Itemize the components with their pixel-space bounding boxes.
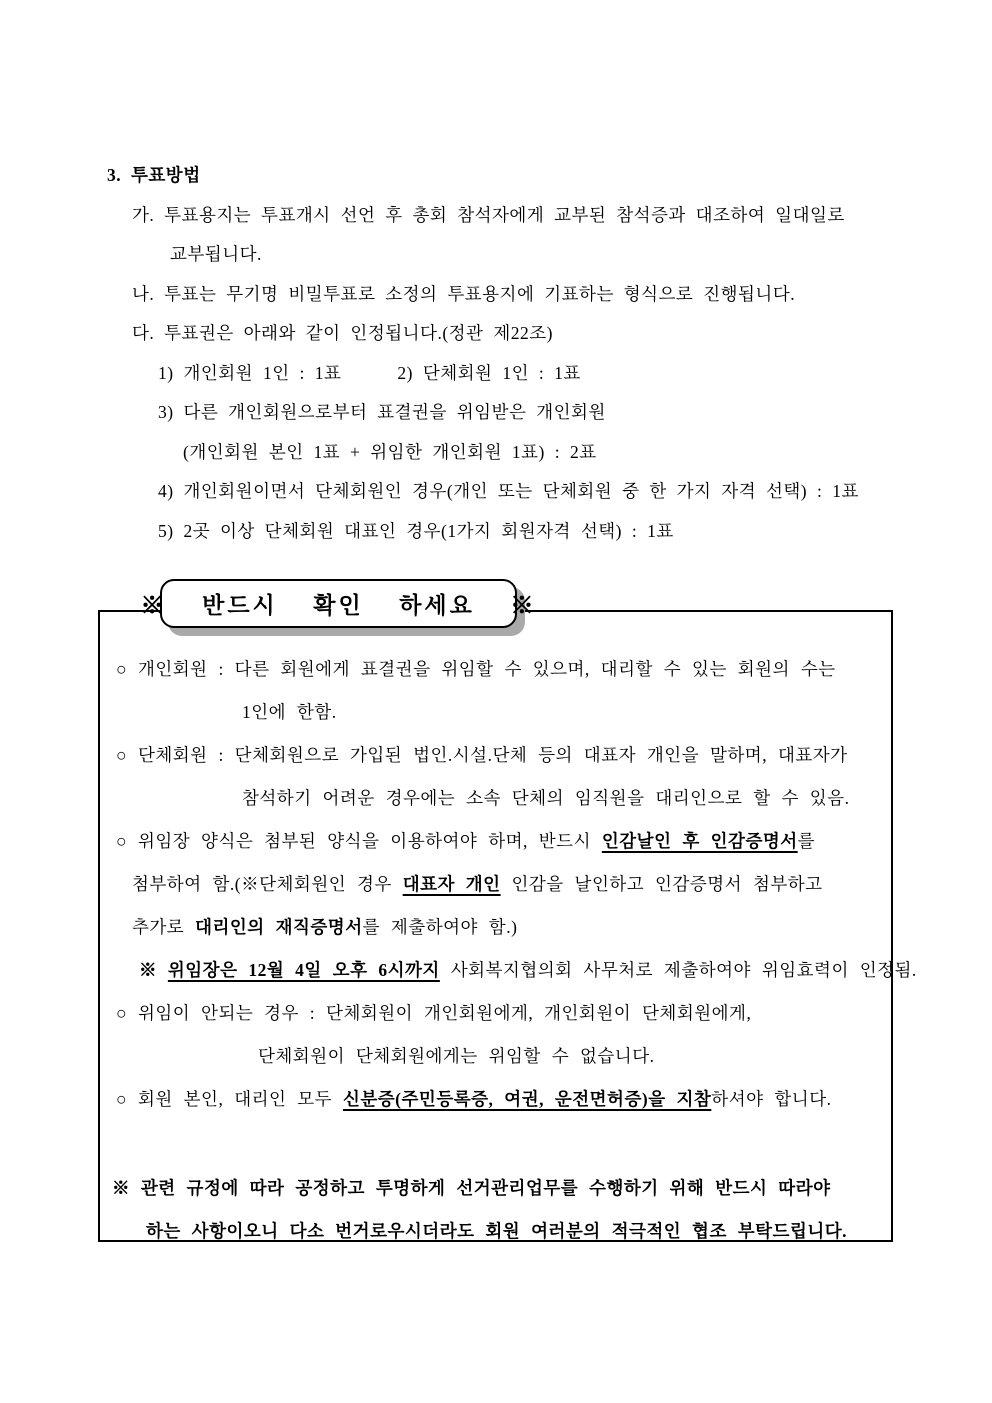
text-segment: 4) 개인회원이면서 단체회원인 경우(개인 또는 단체회원 중 한 가지 자격 선택) : 1표 [158, 481, 859, 501]
text-segment: 를 [797, 831, 816, 851]
text-line [158, 354, 907, 394]
text-segment: 다. 투표권은 아래와 같이 인정됩니다.(정관 제22조) [132, 323, 553, 343]
notice-box-title: ※ 반드시 확인 하세요 ※ [160, 579, 517, 628]
text-line [158, 472, 907, 512]
text-segment: 인감을 날인하고 인감증명서 첨부하고 [500, 874, 823, 894]
text-line [146, 1210, 891, 1253]
text-line [158, 393, 907, 433]
bold-text: ※ [139, 960, 168, 980]
text-segment: 5) 2곳 이상 단체회원 대표인 경우(1가지 회원자격 선택) : 1표 [158, 520, 674, 541]
text-segment: ○ 개인회원 : 다른 회원에게 표결권을 위임할 수 있으며, 대리할 수 있는 회원의 수는 [116, 659, 836, 679]
text-line [258, 1035, 891, 1078]
text-segment: 가. 투표용지는 투표개시 선언 후 총회 참석자에게 교부된 참석증과 대조하여 일대일로 [132, 204, 845, 225]
emphasized-text: 인감날인 후 인감증명서 [601, 831, 798, 851]
text-segment: 나. 투표는 무기명 비밀투표로 소정의 투표용지에 기표하는 형식으로 진행됩니다. [132, 283, 796, 304]
text-line [158, 512, 907, 552]
text-line [132, 906, 891, 949]
text-line [132, 863, 891, 906]
text-line [139, 949, 917, 992]
notice-box [98, 610, 917, 1242]
text-segment: 추가로 [132, 917, 196, 937]
bold-text: 하는 사항이오니 다소 번거로우시더라도 회원 여러분의 적극적인 협조 부탁드립니다. [146, 1221, 848, 1241]
text-segment: 교부됩니다. [170, 244, 262, 264]
text-line [116, 992, 891, 1035]
bold-text: 대리인의 재직증명서 [195, 917, 363, 937]
text-line [116, 734, 891, 777]
text-segment: 2) 단체회원 1인 : 1표 [397, 362, 581, 383]
text-line [242, 777, 891, 820]
text-segment: (개인회원 본인 1표 + 위임한 개인회원 1표) : 2표 [183, 441, 597, 462]
emphasized-text: 신분증(주민등록증, 여권, 운전면허증)을 지참 [342, 1089, 712, 1109]
emphasized-text: 위임장은 12월 4일 오후 6시까지 [167, 960, 440, 980]
text-segment: 사회복지협의회 사무처로 제출하여야 위임효력이 인정됨. [439, 960, 917, 980]
text-line [132, 196, 907, 236]
text-segment: ○ 위임이 안되는 경우 : 단체회원이 개인회원에게, 개인회원이 단체회원에게, [116, 1003, 752, 1023]
voting-method-section [107, 156, 907, 551]
text-line [242, 691, 891, 734]
emphasized-text: 대표자 개인 [402, 874, 501, 894]
text-segment: 단체회원이 단체회원에게는 위임할 수 없습니다. [258, 1046, 655, 1066]
text-line [116, 1078, 891, 1121]
text-segment: 3) 다른 개인회원으로부터 표결권을 위임받은 개인회원 [158, 402, 606, 422]
text-line [116, 820, 891, 863]
text-segment: 1인에 한함. [242, 702, 337, 722]
text-line [170, 235, 907, 275]
text-segment: ○ 단체회원 : 단체회원으로 가입된 법인.시설.단체 등의 대표자 개인을 말하며, 대표자가 [116, 745, 848, 765]
bold-text: 3. 투표방법 [107, 165, 201, 185]
text-line [132, 275, 907, 315]
text-line [116, 648, 891, 691]
text-segment: 를 제출하여야 함.) [362, 917, 518, 937]
text-segment: 하셔야 합니다. [711, 1089, 832, 1109]
text-line [107, 156, 907, 196]
text-segment: ○ 회원 본인, 대리인 모두 [116, 1089, 343, 1109]
text-segment: 참석하기 어려운 경우에는 소속 단체의 임직원을 대리인으로 할 수 있음. [242, 788, 850, 808]
notice-box-content [112, 648, 917, 1253]
text-segment: ○ 위임장 양식은 첨부된 양식을 이용하여야 하며, 반드시 [116, 831, 602, 851]
bold-text: ※ 관련 규정에 따라 공정하고 투명하게 선거관리업무를 수행하기 위해 반드시 따라야 [112, 1178, 831, 1198]
text-line [132, 314, 907, 354]
text-segment: 1) 개인회원 1인 : 1표 [158, 362, 342, 383]
text-segment: 첨부하여 함.(※단체회원인 경우 [132, 874, 403, 894]
text-line [183, 433, 907, 473]
text-line [112, 1167, 891, 1210]
